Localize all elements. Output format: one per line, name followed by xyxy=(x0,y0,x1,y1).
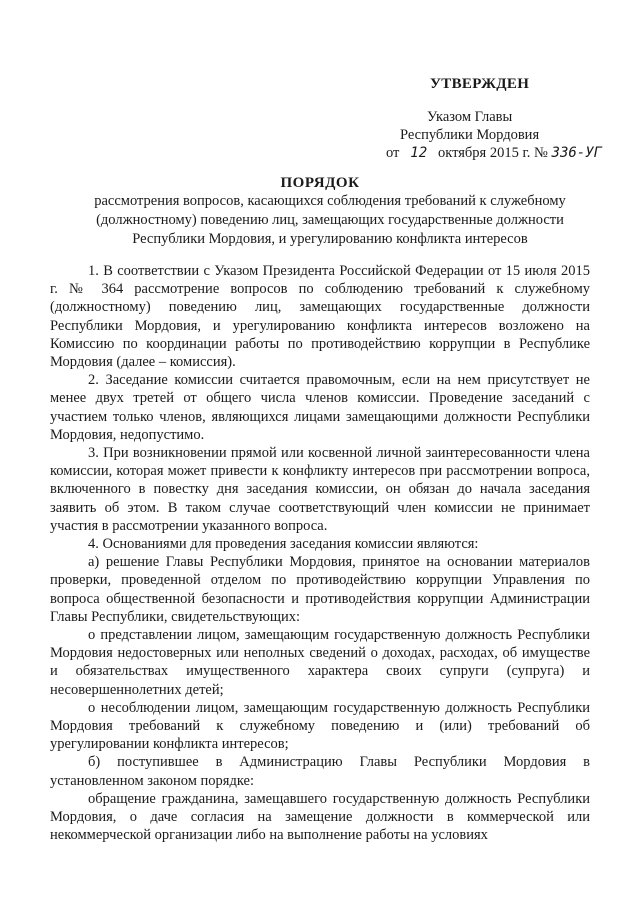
paragraph-4a-item-1: о представлении лицом, замещающим государственную должность Республики Мордовия недостоверных или неполных сведений о доходах, расходах, об имуществе и обязательствах имущественного характера своих супруги (супруга) и несовершеннолетних детей; xyxy=(50,627,590,698)
document-title: ПОРЯДОК xyxy=(280,175,360,191)
paragraph-4a: а) решение Главы Республики Мордовия, принятое на основании материалов проверки, проведенной отделом по противодействию коррупции Управления по вопроса общественной безопасности и противодействия коррупции Администрации Главы Республики, свидетельствующих: xyxy=(50,554,590,625)
approval-month-year: октября 2015 г. № xyxy=(438,145,548,161)
document-body xyxy=(50,262,590,845)
paragraph-2: 2. Заседание комиссии считается правомочным, если на нем присутствует не менее двух третей от общего числа членов комиссии. Проведение заседаний с участием только членов, являющихся лицами замещающими должности Республики Мордовия, недопустимо. xyxy=(50,372,590,443)
approval-issuer: Указом Главы xyxy=(427,109,513,125)
approval-region: Республики Мордовия xyxy=(400,127,540,143)
approval-date-number xyxy=(386,145,602,162)
approval-number: 336-УГ xyxy=(551,145,603,161)
paragraph-4: 4. Основаниями для проведения заседания комиссии являются: xyxy=(88,536,479,553)
paragraph-4a-item-2: о несоблюдении лицом, замещающим государственную должность Республики Мордовия требований к служебному поведению и (или) требований об урегулировании конфликта интересов; xyxy=(50,699,590,753)
approval-date-prefix: от xyxy=(386,145,400,161)
approval-day: 12 xyxy=(410,145,428,161)
paragraph-3: 3. При возникновении прямой или косвенной личной заинтересованности члена комиссии, которая может привести к конфликту интересов при рассмотрении вопроса, включенного в повестку дня заседания комиссии, он обязан до начала заседания заявить об этом. В таком случае соответствующий член комиссии не принимает участия в рассмотрении указанного вопроса. xyxy=(50,445,590,534)
paragraph-4b: б) поступившее в Администрацию Главы Республики Мордовия в установленном законом порядке: xyxy=(50,754,590,789)
document-subtitle: рассмотрения вопросов, касающихся соблюдения требований к служебному (должностному) поведению лиц, замещающих государственные должности Республики Мордовия, и урегулированию конфликта интересов xyxy=(94,193,566,247)
approval-title: УТВЕРЖДЕН xyxy=(430,76,530,92)
paragraph-4b-item-1: обращение гражданина, замещавшего государственную должность Республики Мордовия, о даче согласия на замещение должности в коммерческой или некоммерческой организации либо на выполнение работы на условиях xyxy=(50,790,590,844)
paragraph-1: 1. В соответствии с Указом Президента Российской Федерации от 15 июля 2015 г. № 364 рассмотрение вопросов по соблюдению требований к служебному (должностному) поведению лиц, замещающих государственные должности Республики Мордовия, и урегулированию конфликта интересов возложено на Комиссию по координации работы по противодействию коррупции в Республике Мордовия (далее – комиссия). xyxy=(50,263,590,371)
